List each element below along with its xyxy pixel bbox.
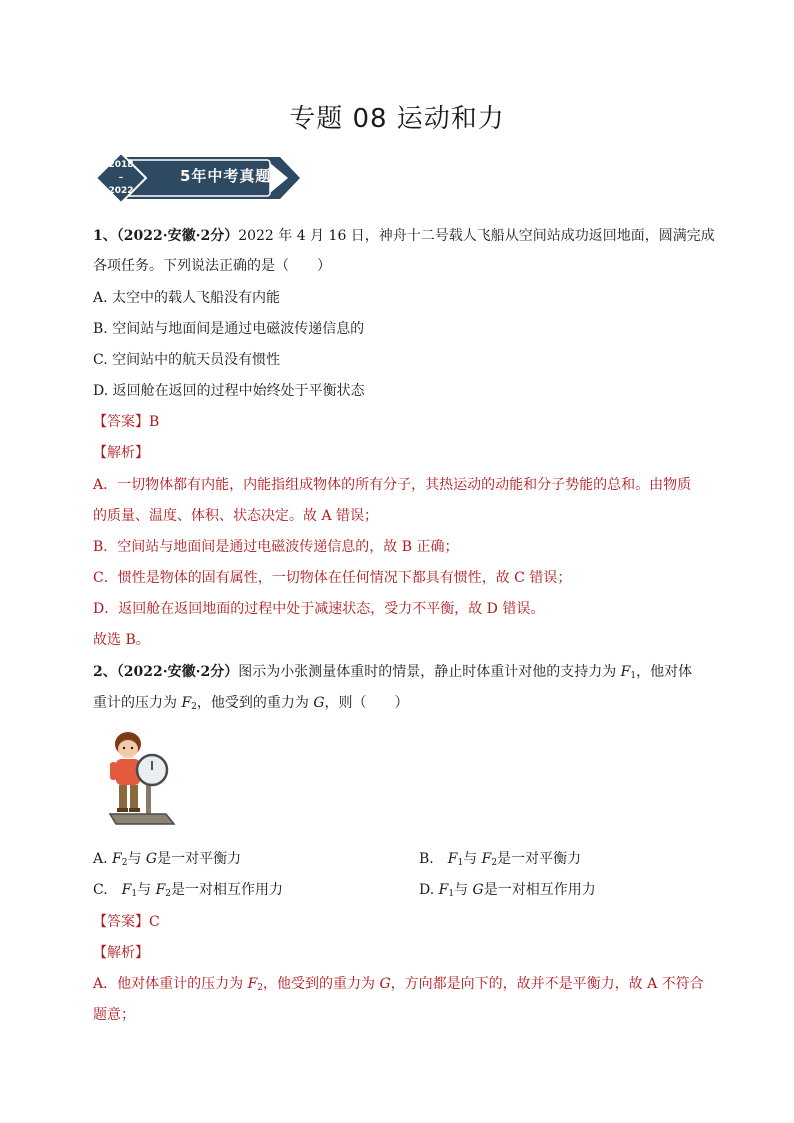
option-letter: B. bbox=[419, 851, 448, 867]
q2-option-b bbox=[419, 849, 581, 873]
q1-option-a: A. 太空中的载人飞船没有内能 bbox=[93, 290, 281, 306]
symbol-f: F bbox=[447, 851, 458, 867]
q2-stem-text: ，他受到的重力为 bbox=[196, 695, 314, 711]
symbol-f: F bbox=[155, 882, 166, 898]
q2-analysis-a-line1 bbox=[93, 974, 704, 998]
q1-stem-text: 2022 年 4 月 16 日，神舟十二号载人飞船从空间站成功返回地面，圆满完成 bbox=[238, 228, 715, 244]
option-text: 是一对相互作用力 bbox=[171, 882, 284, 898]
q1-analysis-label: 【解析】 bbox=[93, 445, 149, 461]
section-banner bbox=[92, 151, 302, 205]
q2-option-a bbox=[93, 849, 241, 873]
q1-analysis-b: B．空间站与地面间是通过电磁波传递信息的，故 B 正确； bbox=[93, 539, 459, 555]
q2-stem-text: 图示为小张测量体重时的情景，静止时体重计对他的支持力为 bbox=[238, 664, 621, 680]
q1-stem-line1 bbox=[93, 226, 715, 246]
q1-option-d: D. 返回舱在返回的过程中始终处于平衡状态 bbox=[93, 383, 365, 399]
q1-stem-line2: 各项任务。下列说法正确的是（ ） bbox=[93, 258, 331, 274]
option-text: 与 bbox=[127, 851, 146, 867]
analysis-text: ，方向都是向下的，故并不是平衡力，故 A 不符合 bbox=[390, 976, 704, 992]
q1-analysis-d: D．返回舱在返回地面的过程中处于减速状态，受力不平衡，故 D 错误。 bbox=[93, 601, 545, 617]
symbol-f: F bbox=[620, 664, 631, 680]
subscript: 1 bbox=[457, 858, 464, 868]
subscript: 1 bbox=[630, 671, 637, 681]
subscript: 2 bbox=[491, 858, 498, 868]
subscript: 2 bbox=[191, 702, 197, 712]
option-letter: D. bbox=[419, 882, 439, 898]
q2-analysis-label: 【解析】 bbox=[93, 945, 149, 961]
q1-conclusion: 故选 B。 bbox=[93, 632, 150, 648]
q2-source: 2、（2022·安徽·2分） bbox=[93, 664, 239, 680]
subscript: 2 bbox=[121, 858, 128, 868]
q2-stem-line2 bbox=[93, 693, 409, 717]
symbol-g: G bbox=[472, 882, 484, 898]
year-range-badge bbox=[96, 155, 146, 201]
symbol-g: G bbox=[379, 976, 391, 992]
symbol-g: G bbox=[145, 851, 158, 867]
option-text: 与 bbox=[463, 851, 482, 867]
subscript: 2 bbox=[257, 983, 264, 993]
option-text: 与 bbox=[454, 882, 473, 898]
symbol-f: F bbox=[247, 976, 258, 992]
q1-option-c: C. 空间站中的航天员没有惯性 bbox=[93, 352, 281, 368]
option-text: 与 bbox=[137, 882, 156, 898]
symbol-f: F bbox=[112, 851, 122, 867]
banner-label: 5年中考真题 bbox=[180, 167, 272, 185]
q2-answer bbox=[93, 912, 160, 932]
q2-stem-line1 bbox=[93, 662, 692, 686]
q1-option-b: B. 空间站与地面间是通过电磁波传递信息的 bbox=[93, 321, 365, 337]
option-letter: C. bbox=[93, 882, 122, 898]
option-text: 是一对平衡力 bbox=[497, 851, 582, 867]
q2-stem-text: ，则（ ） bbox=[324, 695, 409, 711]
badge-line: 2022 bbox=[108, 186, 134, 196]
q1-source: 1、（2022·安徽·2分） bbox=[93, 228, 239, 244]
q2-option-d bbox=[419, 880, 596, 904]
weighing-scale-illustration bbox=[106, 730, 176, 830]
symbol-g: G bbox=[313, 695, 325, 711]
analysis-text: ，他受到的重力为 bbox=[263, 976, 380, 992]
option-text: 是一对相互作用力 bbox=[483, 882, 596, 898]
symbol-f: F bbox=[181, 695, 192, 711]
answer-label: 【答案】 bbox=[93, 414, 149, 430]
symbol-f: F bbox=[121, 882, 132, 898]
answer-label: 【答案】 bbox=[93, 914, 149, 930]
q1-analysis-a-line2: 的质量、温度、体积、状态决定。故 A 错误； bbox=[93, 508, 379, 524]
option-text: 是一对平衡力 bbox=[157, 851, 242, 867]
subscript: 1 bbox=[131, 889, 138, 899]
analysis-text: A．他对体重计的压力为 bbox=[93, 976, 248, 992]
q2-option-c bbox=[93, 880, 283, 904]
symbol-f: F bbox=[438, 882, 449, 898]
answer-value: B bbox=[149, 414, 160, 430]
page-title: 专题 08 运动和力 bbox=[289, 104, 505, 134]
subscript: 2 bbox=[165, 889, 172, 899]
answer-value: C bbox=[149, 914, 160, 930]
q2-stem-text: ，他对体 bbox=[636, 664, 693, 680]
q2-stem-text: 重计的压力为 bbox=[93, 695, 182, 711]
q1-analysis-c: C．惯性是物体的固有属性，一切物体在任何情况下都具有惯性，故 C 错误； bbox=[93, 570, 572, 586]
badge-line: – bbox=[118, 173, 124, 183]
badge-line: 2018 bbox=[108, 160, 134, 170]
symbol-f: F bbox=[481, 851, 492, 867]
q1-analysis-a-line1: A．一切物体都有内能，内能指组成物体的所有分子，其热运动的动能和分子势能的总和。由物质 bbox=[93, 477, 692, 493]
option-letter: A. bbox=[93, 851, 113, 867]
q2-analysis-a-line2: 题意； bbox=[93, 1007, 135, 1023]
subscript: 1 bbox=[448, 889, 455, 899]
q1-answer bbox=[93, 412, 159, 432]
